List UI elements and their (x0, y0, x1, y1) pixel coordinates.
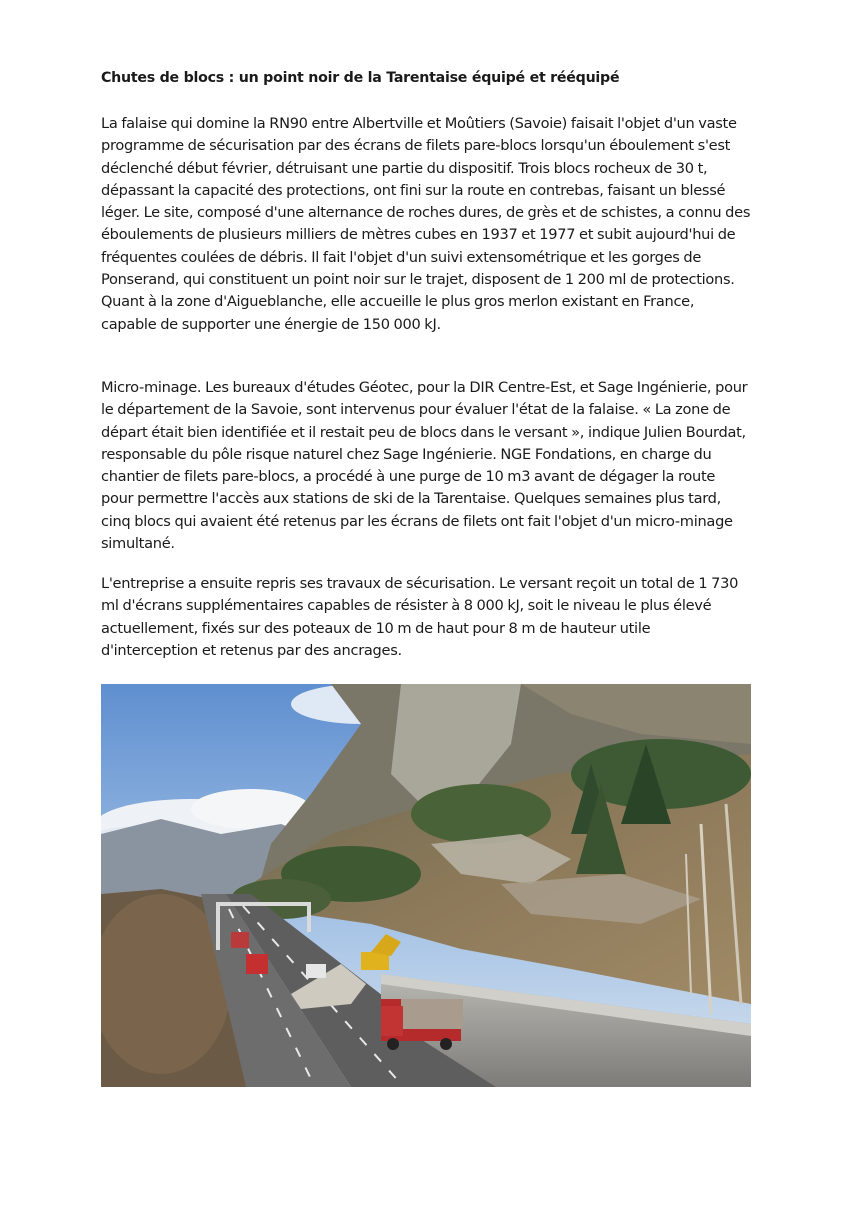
article-paragraph-2: Micro-minage. Les bureaux d'études Géotec, pour la DIR Centre-Est, et Sage Ingénierie, pour le département de la Savoie, sont intervenus pour évaluer l'état de la falaise. « La zone de départ était bien identifiée et il restait peu de blocs dans le versant », indique Julien Bourdat, responsable du pôle risque naturel chez Sage Ingénierie. NGE Fondations, en charge du chantier de filets pare-blocs, a procédé à une purge de 10 m3 avant de dégager la route pour permettre l'accès aux stations de ski de la Tarentaise. Quelques semaines plus tard, cinq blocs qui avaient été retenus par les écrans de filets ont fait l'objet d'un micro-minage simultané. (101, 379, 748, 553)
article-paragraph-3: L'entreprise a ensuite repris ses travaux de sécurisation. Le versant reçoit un total de 1 730 ml d'écrans supplémentaires capables de résister à 8 000 kJ, soit le niveau le plus élevé actuellement, fixés sur des poteaux de 10 m de haut pour 8 m de hauteur utile d'interception et retenus par des ancrages. (101, 575, 739, 659)
article-title: Chutes de blocs : un point noir de la Tarentaise équipé et rééquipé (101, 70, 620, 86)
article (101, 68, 751, 659)
article-paragraph-1: La falaise qui domine la RN90 entre Albertville et Moûtiers (Savoie) faisait l'objet d'un vaste programme de sécurisation par des écrans de filets pare-blocs lorsqu'un éboulement s'est déclenché début février, détruisant une partie du dispositif. Trois blocs rocheux de 30 t, dépassant la capacité des protections, ont fini sur la route en contrebas, faisant un blessé léger. Le site, composé d'une alternance de roches dures, de grès et de schistes, a connu des éboulements de plusieurs milliers de mètres cubes en 1937 et 1977 et subit aujourd'hui de fréquentes coulées de débris. Il fait l'objet d'un suivi extensométrique et les gorges de Ponserand, qui constituent un point noir sur le trajet, disposent de 1 200 ml de protections. Quant à la zone d'Aigueblanche, elle accueille le plus gros merlon existant en France, capable de supporter une énergie de 150 000 kJ. (101, 115, 751, 333)
photo-rockfall-site (101, 684, 751, 1087)
